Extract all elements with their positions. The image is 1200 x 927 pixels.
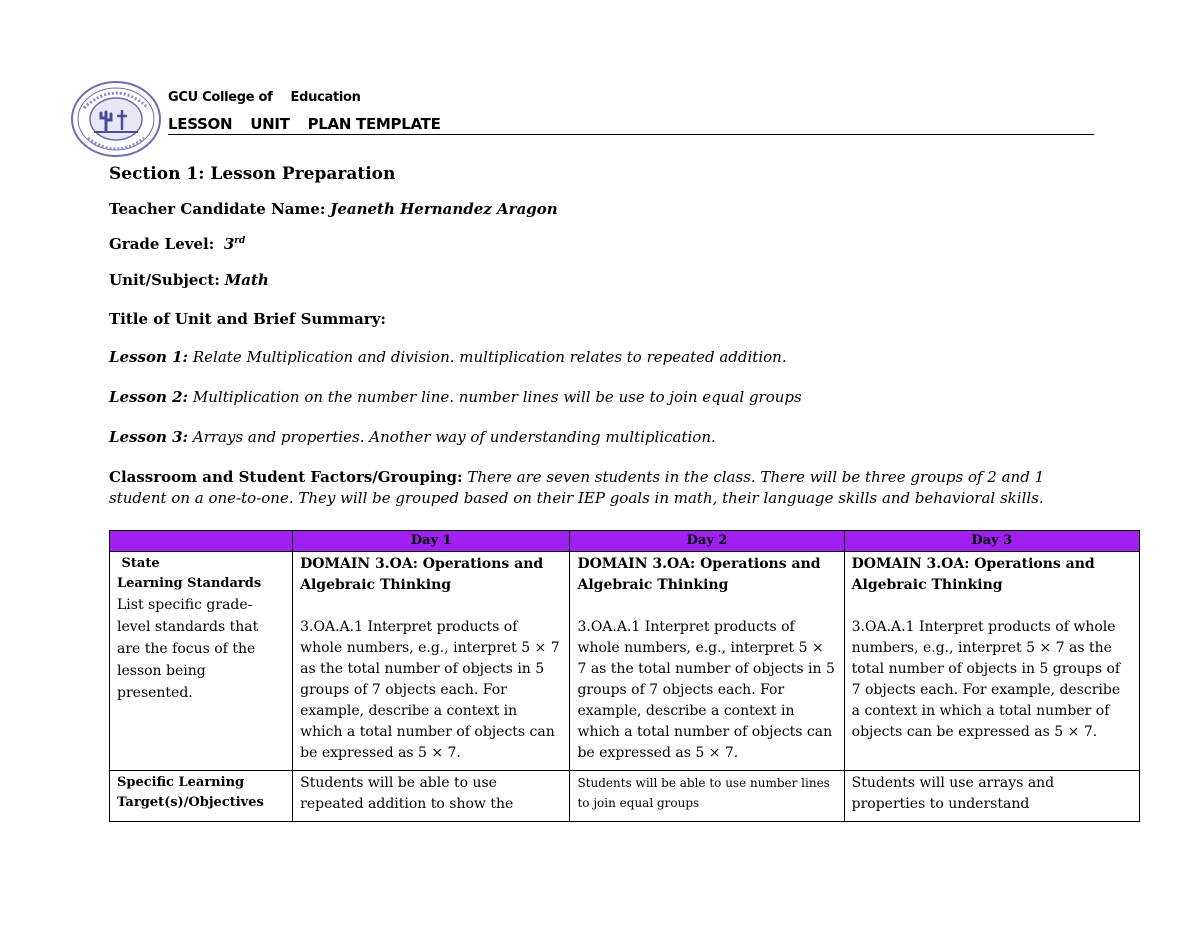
header-day-1: Day 1 — [293, 531, 570, 552]
section-title: Section 1: Lesson Preparation — [109, 164, 396, 184]
domain-title: DOMAIN 3.OA: Operations and Algebraic Thinking — [300, 556, 544, 593]
standard-text: 3.OA.A.1 Interpret products of whole numbers, e.g., interpret 5 × 7 as the total number of objects in 5 groups of 7 objects each. For example, describe a context in which a total number of objects can be expressed as 5 × 7. — [577, 619, 835, 761]
day-2-objective: Students will be able to use number lines to join equal groups — [570, 771, 844, 822]
header-blank — [110, 531, 293, 552]
header-day-3: Day 3 — [844, 531, 1139, 552]
objectives-label-cell — [110, 771, 293, 822]
summary-label: Title of Unit and Brief Summary: — [109, 310, 386, 328]
domain-title: DOMAIN 3.OA: Operations and Algebraic Thinking — [851, 556, 1095, 593]
domain-title: DOMAIN 3.OA: Operations and Algebraic Thinking — [577, 556, 821, 593]
table-row — [110, 771, 1140, 822]
lesson-table — [109, 530, 1140, 822]
university-seal-icon — [70, 80, 162, 158]
template-title: LESSON UNIT PLAN TEMPLATE — [168, 115, 1094, 135]
lesson-3-summary: Lesson 3: Arrays and properties. Another way of understanding multiplication. — [109, 428, 716, 446]
lesson-1-summary: Lesson 1: Relate Multiplication and division. multiplication relates to repeated addition. — [109, 348, 787, 366]
table-header-row — [110, 531, 1140, 552]
standards-description: List specific grade-level standards that are the focus of the lesson being presented. — [117, 597, 259, 701]
classroom-factors: Classroom and Student Factors/Grouping: There are seven students in the class. There will be three groups of 2 and 1 student on a one-to-one. They will be grouped based on their IEP goals in math, their language skills and behavioral skills. — [109, 468, 1045, 507]
grade-level-field: Grade Level: 3rd — [109, 235, 246, 253]
unit-subject-field: Unit/Subject: Math — [109, 271, 269, 289]
day-1-objective: Students will be able to use repeated addition to show the — [293, 771, 570, 822]
day-1-standards — [293, 552, 570, 771]
day-3-objective: Students will use arrays and properties to understand — [844, 771, 1139, 822]
standards-label-1: State — [121, 556, 160, 571]
lesson-2-summary: Lesson 2: Multiplication on the number line. number lines will be use to join equal groups — [109, 388, 802, 406]
teacher-name-field: Teacher Candidate Name: Jeaneth Hernandez Aragon — [109, 200, 558, 218]
college-name: GCU College of Education — [168, 90, 361, 105]
standard-text: 3.OA.A.1 Interpret products of whole numbers, e.g., interpret 5 × 7 as the total number of objects in 5 groups of 7 objects each. For example, describe a context in which a total number of objects can be expressed as 5 × 7. — [851, 619, 1121, 740]
standards-label-2: Learning Standards — [117, 576, 262, 591]
header-day-2: Day 2 — [570, 531, 844, 552]
day-3-standards — [844, 552, 1139, 771]
table-row — [110, 552, 1140, 771]
day-2-standards — [570, 552, 844, 771]
standard-text: 3.OA.A.1 Interpret products of whole numbers, e.g., interpret 5 × 7 as the total number of objects in 5 groups of 7 objects each. For example, describe a context in which a total number of objects can be expressed as 5 × 7. — [300, 619, 560, 761]
standards-label-cell — [110, 552, 293, 771]
objectives-label: Specific Learning Target(s)/Objectives — [117, 775, 264, 810]
